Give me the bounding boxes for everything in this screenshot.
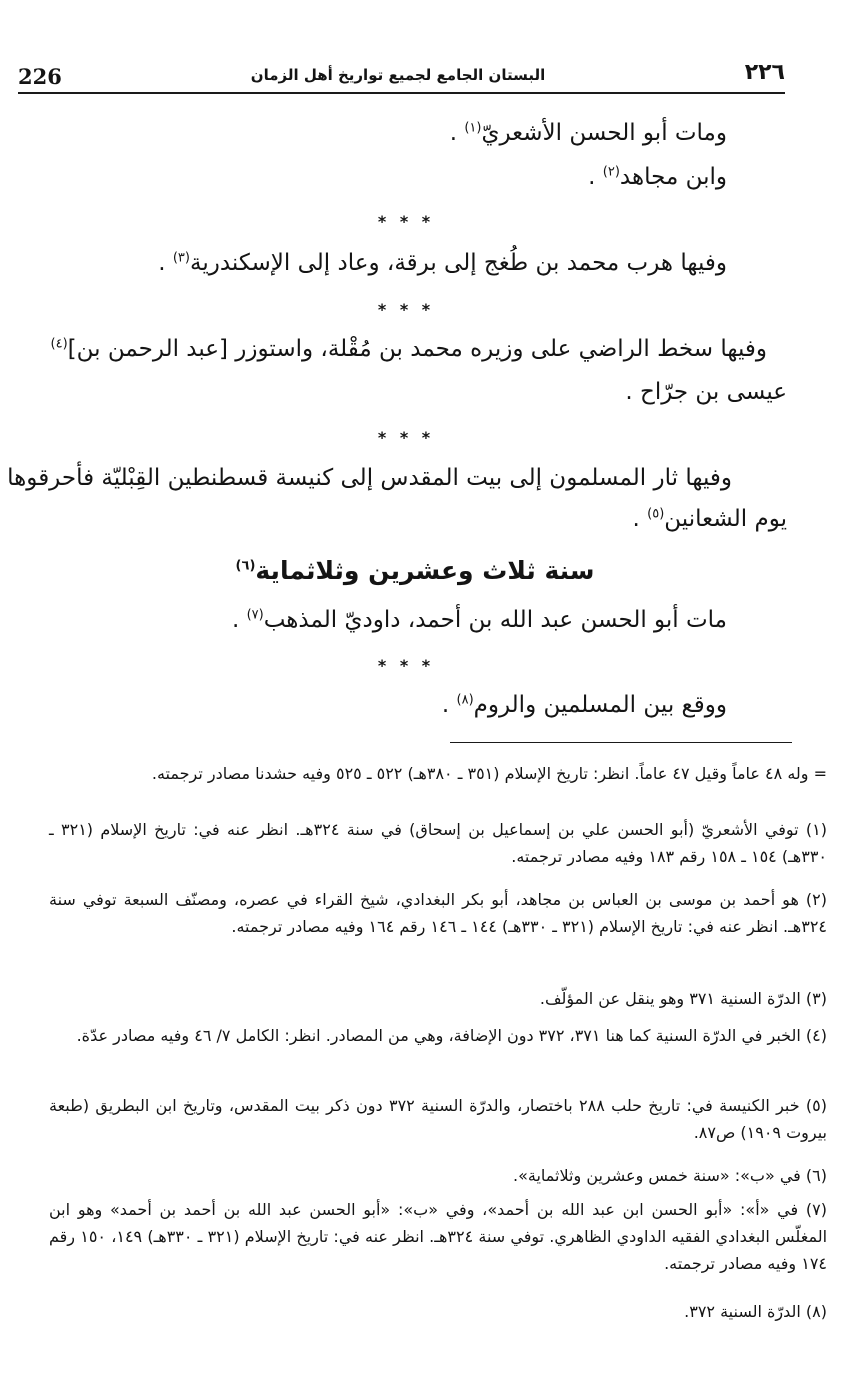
- section-separator: * * *: [377, 656, 435, 675]
- page-number-latin: 226: [18, 64, 62, 89]
- running-title: البستان الجامع لجميع تواريخ أهل الزمان: [250, 66, 546, 84]
- footnote-7: (٧) في «أ»: «أبو الحسن ابن عبد الله بن أحمد»، وفي «ب»: «أبو الحسن عبد الله بن أحمد بن أحمد» وهو ابن المغلّس البغدادي الفقيه الداودي الظاهري. توفي سنة ٣٢٤هـ. انظر عنه في: تاريخ الإسلام (٣٢١ ـ ٣٣٠هـ) ١٤٩، ١٥٠ رقم ١٧٤ وفيه مصادر ترجمته.: [49, 1200, 828, 1273]
- footnote-1: (١) توفي الأشعريّ (أبو الحسن علي بن إسماعيل بن إسحاق) في سنة ٣٢٤هـ. انظر عنه في: تاريخ الإسلام (٣٢١ ـ ٣٣٠هـ) ١٥٤ ـ ١٥٨ رقم ١٨٣ وفيه مصادر ترجمته.: [49, 820, 828, 866]
- footnote-6: (٦) في «ب»: «سنة خمس وعشرين وثلاثماية».: [513, 1166, 827, 1185]
- text-line: وفيها ثار المسلمون إلى بيت المقدس إلى كنيسة قسطنطين القِبْليّة فأحرقوها: [7, 465, 732, 491]
- page-number-arabic: ٢٢٦: [744, 60, 785, 85]
- text-line: وابن مجاهد$^{(٢)}$ .: [588, 164, 727, 190]
- section-separator: * * *: [377, 300, 435, 319]
- footnote-continued: = وله ٤٨ عاماً وقيل ٤٧ عاماً. انظر: تاريخ الإسلام (٣٥١ ـ ٣٨٠هـ) ٥٢٢ ـ ٥٢٥ وفيه حشدنا مصادر ترجمته.: [151, 764, 827, 783]
- footnote-marker: (٨): [456, 692, 474, 708]
- text-line: عيسى بن جرّاح .: [625, 379, 787, 405]
- text-line: يوم الشعانين$^{(٥)}$ .: [632, 506, 787, 532]
- footnote-marker: (٢): [602, 164, 620, 180]
- text-line: مات أبو الحسن عبد الله بن أحمد، داوديّ المذهب$^{(٧)}$ .: [231, 607, 727, 633]
- footnote-4: (٤) الخبر في الدرّة السنية كما هنا ٣٧١، ٣٧٢ دون الإضافة، وهي من المصادر. انظر: الكامل ٧/ ٤٦ وفيه مصادر عدّة.: [76, 1026, 827, 1045]
- footnote-marker: (٥): [647, 506, 665, 522]
- footnote-8: (٨) الدرّة السنية ٣٧٢.: [684, 1302, 827, 1321]
- footnote-marker: (٧): [246, 607, 264, 623]
- year-heading: سنة ثلاث وعشرين وثلاثماية$^{(٦)}$: [235, 556, 595, 585]
- text-line: وفيها سخط الراضي على وزيره محمد بن مُقْلة، واستوزر [عبد الرحمن بن]$^{(٤)}$: [50, 336, 767, 362]
- footnote-marker: (٦): [235, 558, 256, 574]
- section-separator: * * *: [377, 212, 435, 231]
- footnote-5: (٥) خبر الكنيسة في: تاريخ حلب ٢٨٨ باختصار، والدرّة السنية ٣٧٢ دون ذكر بيت المقدس، وتاريخ ابن البطريق (طبعة بيروت ١٩٠٩) ص٨٧.: [49, 1096, 828, 1142]
- section-separator: * * *: [377, 428, 435, 447]
- text-line: ومات أبو الحسن الأشعريّ$^{(١)}$ .: [449, 120, 727, 146]
- footnote-divider: [450, 742, 792, 743]
- footnote-marker: (١): [464, 120, 482, 136]
- text-line: وفيها هرب محمد بن طُغج إلى برقة، وعاد إلى الإسكندرية$^{(٣)}$ .: [158, 250, 727, 276]
- footnote-3: (٣) الدرّة السنية ٣٧١ وهو ينقل عن المؤلّف.: [539, 989, 827, 1008]
- page-header: [18, 58, 785, 94]
- footnote-marker: (٣): [172, 250, 190, 266]
- text-line: ووقع بين المسلمين والروم$^{(٨)}$ .: [441, 692, 727, 718]
- footnote-marker: (٤): [50, 336, 68, 352]
- footnote-2: (٢) هو أحمد بن موسى بن العباس بن مجاهد، أبو بكر البغدادي، شيخ القراء في عصره، ومصنّف السبعة توفي سنة ٣٢٤هـ. انظر عنه في: تاريخ الإسلام (٣٢١ ـ ٣٣٠هـ) ١٤٤ ـ ١٤٦ رقم ١٦٤ وفيه مصادر ترجمته.: [49, 890, 827, 936]
